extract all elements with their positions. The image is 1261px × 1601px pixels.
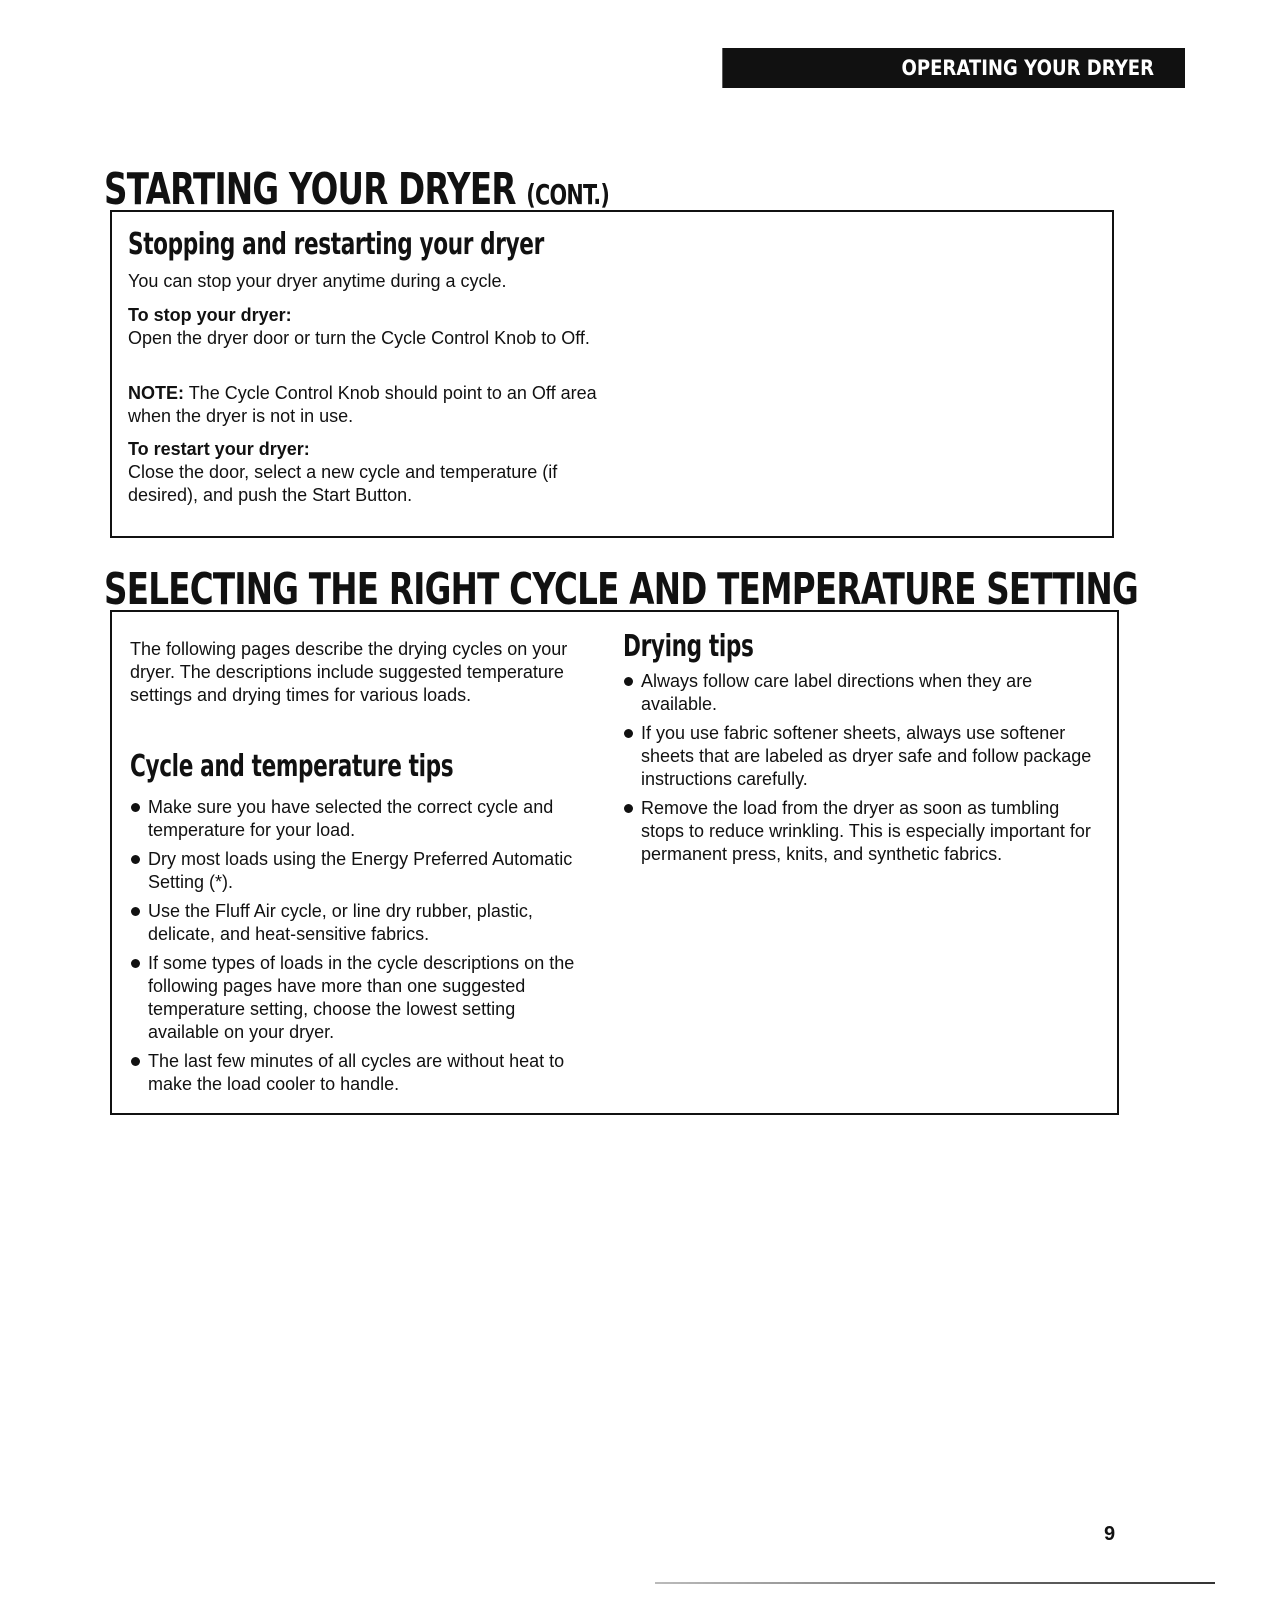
list-item: The last few minutes of all cycles are without heat to make the load cooler to handle. xyxy=(130,1050,585,1096)
cycle-temperature-tips-list xyxy=(130,796,585,1102)
stop-instructions xyxy=(128,304,598,350)
starting-dryer-title xyxy=(104,164,610,215)
restart-label: To restart your dryer: xyxy=(128,439,310,459)
cycle-temperature-tips-heading: Cycle and temperature tips xyxy=(130,749,454,784)
section-header-label: OPERATING YOUR DRYER xyxy=(901,56,1155,80)
stopping-restarting-heading: Stopping and restarting your dryer xyxy=(128,227,544,262)
page-number: 9 xyxy=(1104,1523,1116,1545)
list-item: Dry most loads using the Energy Preferred Automatic Setting (*). xyxy=(130,848,585,894)
stop-intro-text: You can stop your dryer anytime during a cycle. xyxy=(128,271,507,291)
note-paragraph xyxy=(128,382,598,428)
list-item: Use the Fluff Air cycle, or line dry rubber, plastic, delicate, and heat-sensitive fabrics. xyxy=(130,900,585,946)
starting-dryer-title-text: STARTING YOUR DRYER xyxy=(104,164,516,215)
note-label: NOTE: xyxy=(128,383,184,403)
note-text: The Cycle Control Knob should point to an Off area when the dryer is not in use. xyxy=(128,383,597,426)
restart-instructions xyxy=(128,438,608,507)
list-item: If some types of loads in the cycle descriptions on the following pages have more than one suggested temperature setting, choose the lowest setting available on your dryer. xyxy=(130,952,585,1044)
list-item: Make sure you have selected the correct cycle and temperature for your load. xyxy=(130,796,585,842)
restart-text: Close the door, select a new cycle and temperature (if desired), and push the Start Button. xyxy=(128,462,558,505)
drying-tips-heading: Drying tips xyxy=(623,629,754,664)
list-item: Always follow care label directions when they are available. xyxy=(623,670,1093,716)
section-header-bar xyxy=(722,48,1185,88)
title-continued-suffix: (CONT.) xyxy=(526,178,610,211)
list-item: If you use fabric softener sheets, always use softener sheets that are labeled as dryer safe and follow package instructions carefully. xyxy=(623,722,1093,791)
selecting-cycle-panel xyxy=(110,610,1119,1115)
footer-divider xyxy=(655,1582,1215,1584)
selecting-intro-text: The following pages describe the drying cycles on your dryer. The descriptions include suggested temperature settings and drying times for various loads. xyxy=(130,639,568,705)
stop-text: Open the dryer door or turn the Cycle Control Knob to Off. xyxy=(128,328,590,348)
drying-tips-list xyxy=(623,670,1093,872)
stop-label: To stop your dryer: xyxy=(128,305,292,325)
list-item: Remove the load from the dryer as soon as tumbling stops to reduce wrinkling. This is especially important for permanent press, knits, and synthetic fabrics. xyxy=(623,797,1093,866)
stopping-restarting-panel xyxy=(110,210,1114,538)
selecting-cycle-title: SELECTING THE RIGHT CYCLE AND TEMPERATURE SETTING xyxy=(104,564,1138,615)
